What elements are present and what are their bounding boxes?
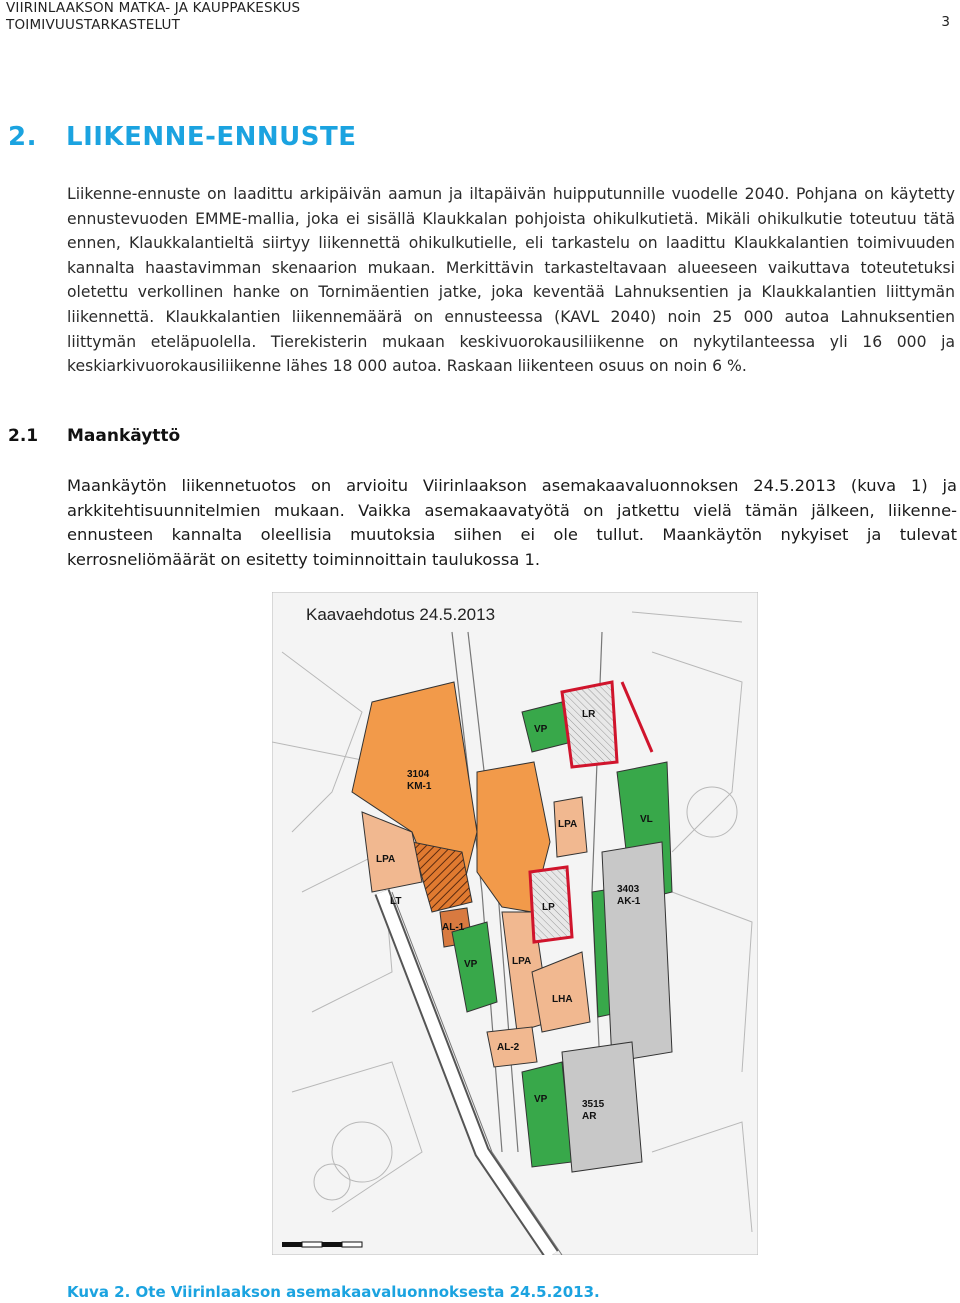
figure-caption: Kuva 2. Ote Viirinlaakson asemakaavaluonnoksesta 24.5.2013.	[67, 1283, 600, 1301]
header-subtitle: TOIMIVUUSTARKASTELUT	[6, 17, 181, 33]
section-number: 2.	[8, 122, 37, 152]
label-vl: VL	[640, 814, 653, 825]
subsection-heading	[8, 426, 180, 446]
label-lpa-west: LPA	[376, 854, 396, 865]
label-al2: AL-2	[497, 1042, 520, 1053]
running-header	[6, 0, 300, 34]
label-vp-west: VP	[464, 959, 478, 970]
label-vp-north: VP	[534, 724, 548, 735]
label-ak1: 3403 AK-1	[617, 884, 641, 907]
subsection-title: Maankäyttö	[67, 426, 181, 446]
subsection-number: 2.1	[8, 426, 39, 446]
label-lp: LP	[542, 902, 555, 913]
header-title: VIIRINLAAKSON MATKA- JA KAUPPAKESKUS	[6, 0, 301, 16]
subsection-paragraph: Maankäytön liikennetuotos on arvioitu Viirinlaakson asemakaavaluonnoksen 24.5.2013 (kuva 1) ja arkkitehtisuunnitelmien mukaan. Vaikka asemakaavatyötä on jatkettu vielä tämän jälkeen, liikenne-ennusteen kannalta oleellisia muutoksia siihen ei ole tullut. Maankäytön nykyiset ja tulevat kerrosneliömäärät on esitetty toiminnoittain taulukossa 1.	[67, 476, 957, 569]
label-al1: AL-1	[442, 922, 465, 933]
label-lpa-center: LPA	[512, 956, 532, 967]
label-lpa-east: LPA	[558, 819, 578, 830]
zoning-plan-map	[272, 592, 758, 1255]
label-lha: LHA	[552, 994, 573, 1005]
scale-bar	[282, 1242, 362, 1247]
label-lt: LT	[390, 896, 402, 907]
section-heading	[8, 122, 357, 152]
label-km1: 3104 KM-1	[407, 769, 432, 792]
label-vp-south: VP	[534, 1094, 548, 1105]
section-paragraph: Liikenne-ennuste on laadittu arkipäivän aamun ja iltapäivän huipputunnille vuodelle 2040. Pohjana on käytetty ennustevuoden EMME-mallia, joka ei sisällä Klaukkalan pohjoista ohikulkutietä. Mikäli ohikulkutie toteutuu tätä ennen, Klaukkalantieltä siirtyy liikennettä ohikulkutielle, eli tarkastelu on laadittu Klaukkalantien toimivuuden kannalta haastavimman skenaarion mukaan. Merkittävin tarkasteltavaan alueeseen vaikuttava toteutetuksi oletettu verkollinen hanke on Tornimäentien jatke, joka keventää Lahnuksentien ja Klaukkalantien liittymän liikennettä. Klaukkalantien liikennemäärä on ennusteessa (KAVL 2040) noin 25 000 autoa Lahnuksentien liittymän eteläpuolella. Tierekisterin mukaan keskivuorokausiliikenne on nykytilanteessa yli 16 000 ja keskiarkivuorokausiliikenne lähes 18 000 autoa. Raskaan liikenteen osuus on noin 6 %.	[67, 185, 955, 376]
page-number: 3	[941, 14, 950, 30]
section-title: LIIKENNE-ENNUSTE	[66, 122, 357, 152]
zone-ak1	[602, 842, 672, 1062]
zone-lr-boundary	[562, 682, 617, 767]
label-lr: LR	[582, 709, 596, 720]
label-ar: 3515 AR	[582, 1099, 605, 1122]
map-title: Kaavaehdotus 24.5.2013	[306, 605, 496, 624]
